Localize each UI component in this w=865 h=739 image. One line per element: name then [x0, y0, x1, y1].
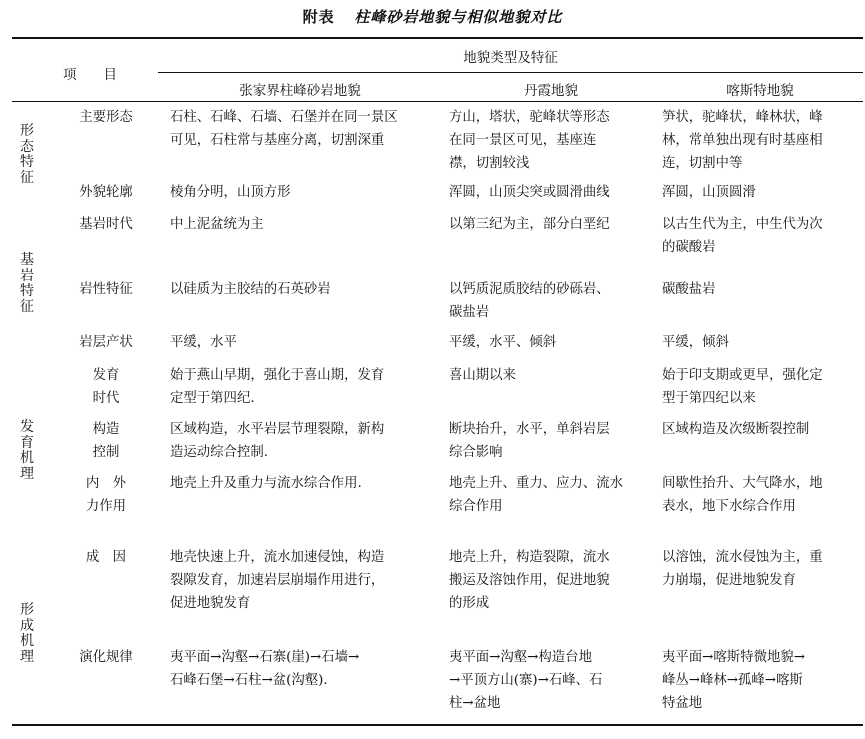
- row-danxia: 浑圆，山顶尖突或圆滑曲线: [449, 185, 610, 200]
- table-title: [0, 6, 865, 27]
- header-group: 地貌类型及特征: [463, 50, 558, 66]
- header-project: 项 目: [63, 67, 117, 83]
- row-danxia: 方山，塔状，驼峰状等形态 在同一景区可见，基座连 襟，切割较浅: [449, 110, 610, 171]
- table-caption: 柱峰砂岩地貌与相似地貌对比: [354, 8, 563, 26]
- table-label: 附表: [302, 8, 335, 26]
- row-danxia: 以第三纪为主，部分白垩纪: [449, 217, 610, 232]
- row-zhangjiajie: 平缓，水平: [170, 335, 237, 350]
- bottom-rule: [12, 724, 863, 726]
- row-danxia: 断块抬升，水平，单斜岩层 综合影响: [449, 422, 610, 460]
- header-col-karst: 喀斯特地貌: [726, 83, 794, 99]
- row-danxia: 地壳上升，构造裂隙，流水 搬运及溶蚀作用，促进地貌 的形成: [449, 550, 610, 611]
- row-item: 岩层产状: [79, 335, 133, 350]
- row-item: 成 因: [85, 550, 127, 565]
- row-zhangjiajie: 地壳快速上升，流水加速侵蚀，构造 裂隙发育，加速岩层崩塌作用进行， 促进地貌发育: [170, 550, 385, 611]
- row-karst: 区域构造及次级断裂控制: [662, 422, 810, 437]
- row-item: 外貌轮廓: [79, 185, 133, 200]
- row-zhangjiajie: 始于燕山早期，强化于喜山期，发育 定型于第四纪.: [170, 368, 385, 406]
- row-danxia: 地壳上升、重力、应力、流水 综合作用: [449, 476, 624, 514]
- header-mid-rule: [158, 72, 863, 73]
- row-item: 主要形态: [79, 110, 133, 125]
- header-bottom-rule: [12, 101, 863, 102]
- row-item: 发育 时代: [92, 368, 120, 406]
- row-danxia: 夷平面→沟壑→构造台地 →平顶方山(寨)→石峰、石 柱→盆地: [449, 650, 603, 711]
- row-zhangjiajie: 棱角分明，山顶方形: [170, 185, 291, 200]
- category-bedrock: 基 岩 特 征: [20, 252, 34, 315]
- row-item: 构造 控制: [92, 422, 120, 460]
- row-zhangjiajie: 夷平面→沟壑→石寨(崖)→石墙→ 石峰石堡→石柱→盆(沟壑).: [170, 650, 360, 688]
- top-rule: [12, 37, 863, 39]
- row-karst: 始于印支期或更早，强化定 型于第四纪以来: [662, 368, 823, 406]
- row-zhangjiajie: 中上泥盆统为主: [170, 217, 264, 232]
- row-zhangjiajie: 区域构造，水平岩层节理裂隙，新构 造运动综合控制.: [170, 422, 385, 460]
- row-item: 内 外 力作用: [85, 476, 127, 514]
- row-karst: 平缓，倾斜: [662, 335, 729, 350]
- row-karst: 浑圆，山顶圆滑: [662, 185, 756, 200]
- row-karst: 以古生代为主，中生代为次 的碳酸岩: [662, 217, 823, 255]
- category-shape: 形 态 特 征: [20, 123, 34, 186]
- row-zhangjiajie: 以硅质为主胶结的石英砂岩: [170, 282, 331, 297]
- row-zhangjiajie: 地壳上升及重力与流水综合作用.: [170, 476, 362, 491]
- row-danxia: 喜山期以来: [449, 368, 516, 383]
- row-item: 岩性特征: [79, 282, 133, 297]
- category-form: 形 成 机 理: [20, 602, 34, 665]
- row-karst: 夷平面→喀斯特微地貌→ 峰丛→峰林→孤峰→喀斯 特盆地: [662, 650, 805, 711]
- row-item: 演化规律: [79, 650, 133, 665]
- header-col-zhangjiajie: 张家界柱峰砂岩地貌: [239, 83, 361, 99]
- row-danxia: 以钙质泥质胶结的砂砾岩、 碳盐岩: [449, 282, 610, 320]
- category-develop: 发 育 机 理: [20, 419, 34, 482]
- row-item: 基岩时代: [79, 217, 133, 232]
- header-col-danxia: 丹霞地貌: [524, 83, 578, 99]
- row-karst: 以溶蚀，流水侵蚀为主，重 力崩塌，促进地貌发育: [662, 550, 823, 588]
- row-zhangjiajie: 石柱、石峰、石墙、石堡并在同一景区 可见，石柱常与基座分离，切割深重: [170, 110, 398, 148]
- row-karst: 笋状，驼峰状，峰林状，峰 林，常单独出现有时基座相 连，切割中等: [662, 110, 823, 171]
- row-karst: 间歇性抬升、大气降水，地 表水，地下水综合作用: [662, 476, 823, 514]
- row-danxia: 平缓，水平、倾斜: [449, 335, 557, 350]
- row-karst: 碳酸盐岩: [662, 282, 716, 297]
